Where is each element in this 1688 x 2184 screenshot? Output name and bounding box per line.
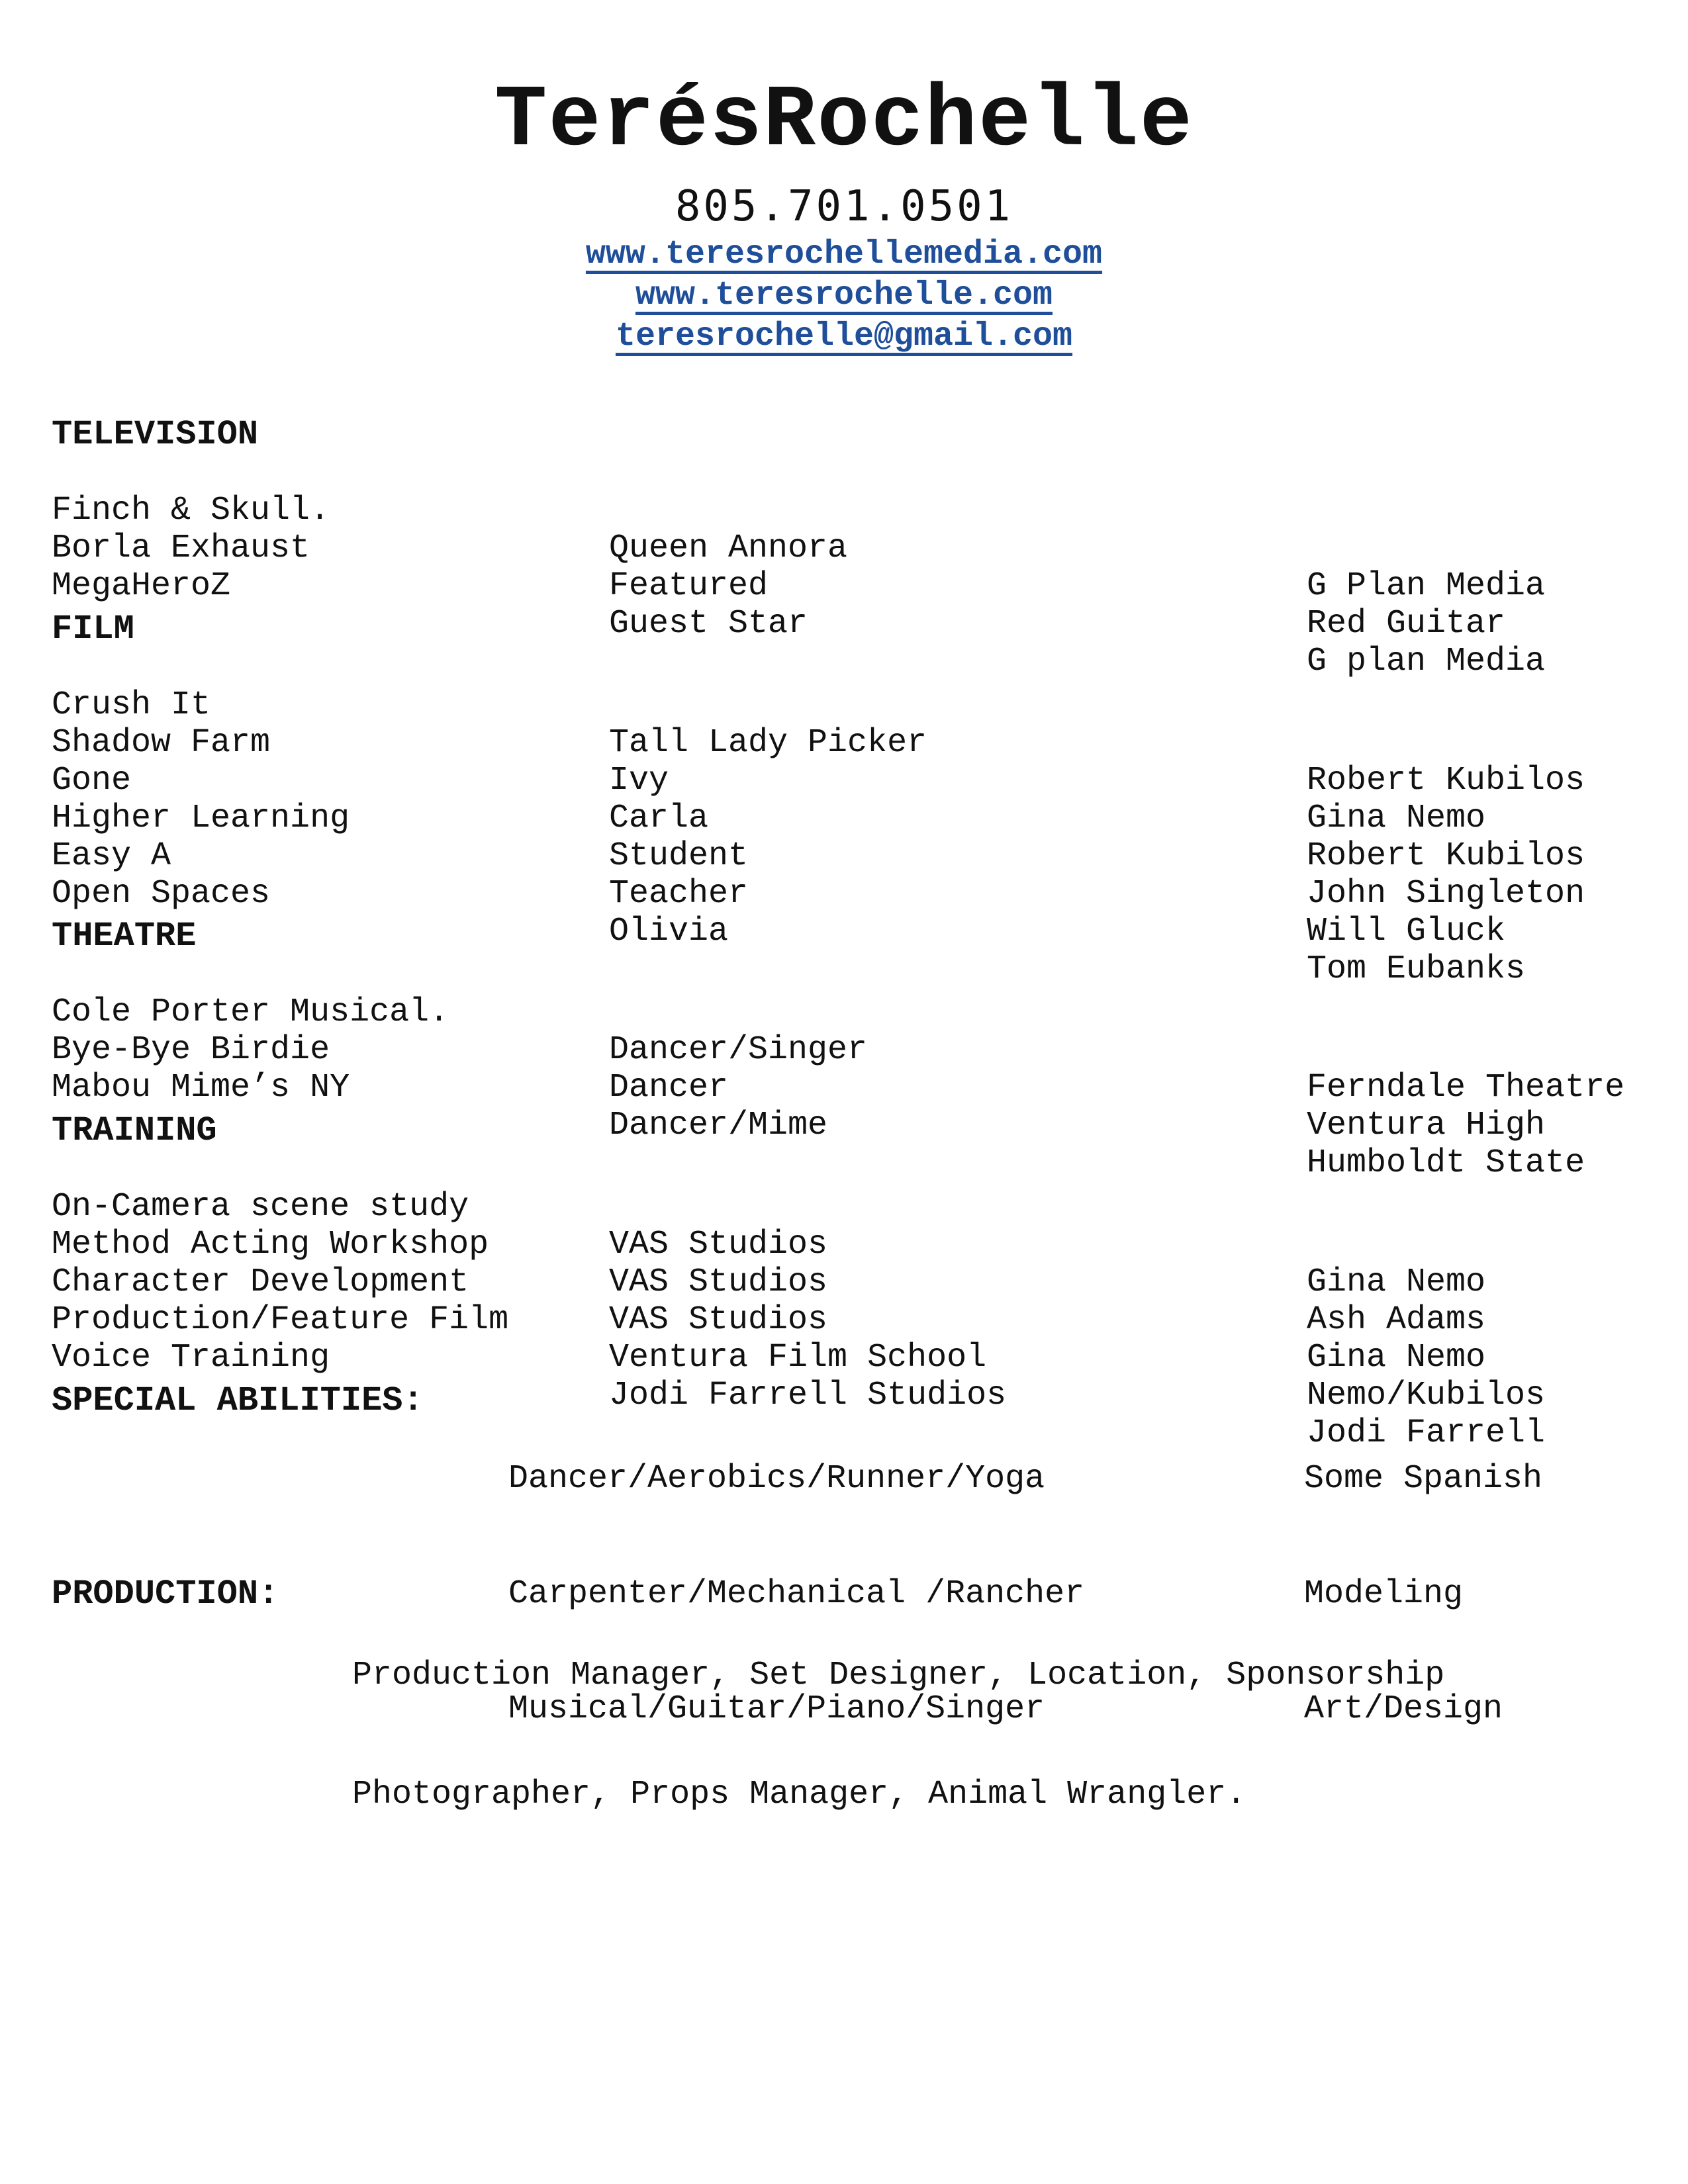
credit-title: MegaHeroZ	[52, 567, 231, 605]
credit-title: Borla Exhaust	[52, 529, 310, 567]
list-item: Dancer/Aerobics/Runner/Yoga	[508, 1460, 1045, 1498]
website-media-link[interactable]: www.teresrochellemedia.com	[585, 236, 1103, 273]
training-school: Jodi Farrell Studios	[609, 1377, 1007, 1414]
section-title-production: PRODUCTION:	[52, 1574, 279, 1614]
credit-role: Dancer/Singer	[609, 1031, 868, 1069]
resume-header	[0, 71, 1688, 357]
training-instructor: Gina Nemo	[1307, 1339, 1486, 1377]
credit-title: Open Spaces	[52, 875, 271, 913]
phone-number: 805.701.0501	[675, 182, 1013, 231]
list-item: Art/Design	[1304, 1690, 1503, 1728]
training-school: VAS Studios	[609, 1301, 828, 1339]
training-school: VAS Studios	[609, 1226, 828, 1263]
credit-venue: Humboldt State	[1307, 1144, 1585, 1182]
section-title-training: TRAINING	[52, 1111, 217, 1150]
section-title-film: FILM	[52, 610, 134, 649]
credit-role: Tall Lady Picker	[609, 724, 927, 762]
credit-director: Robert Kubilos	[1307, 837, 1585, 875]
credit-title: Crush It	[52, 686, 211, 724]
credit-director: Gina Nemo	[1307, 799, 1486, 837]
production-line: Photographer, Props Manager, Animal Wrangler.	[352, 1776, 1246, 1813]
credit-company: G Plan Media	[1307, 567, 1546, 605]
training-school: VAS Studios	[609, 1263, 828, 1301]
credit-director: John Singleton	[1307, 875, 1585, 913]
credit-title: Finch & Skull.	[52, 492, 330, 529]
email-link[interactable]: teresrochelle@gmail.com	[615, 318, 1073, 355]
training-course: Method Acting Workshop	[52, 1226, 489, 1263]
list-item: Musical/Guitar/Piano/Singer	[508, 1690, 1045, 1728]
credit-role: Olivia	[609, 913, 729, 950]
credit-role: Dancer/Mime	[609, 1107, 828, 1144]
credit-title: Mabou Mime’s NY	[52, 1069, 350, 1107]
credit-venue: Ventura High	[1307, 1107, 1546, 1144]
training-instructor: Ash Adams	[1307, 1301, 1486, 1339]
training-instructor: Nemo/Kubilos	[1307, 1377, 1546, 1414]
credit-role: Queen Annora	[609, 529, 848, 567]
credit-title: Gone	[52, 762, 132, 799]
credit-director: Tom Eubanks	[1307, 950, 1526, 988]
credit-company: Red Guitar	[1307, 605, 1506, 643]
credit-company: G plan Media	[1307, 643, 1546, 680]
credit-title: Shadow Farm	[52, 724, 271, 762]
credit-role: Student	[609, 837, 749, 875]
training-course: On-Camera scene study	[52, 1188, 469, 1226]
contact-links	[0, 234, 1688, 357]
name-heading: TerésRochelle	[494, 71, 1194, 171]
credit-director: Robert Kubilos	[1307, 762, 1585, 799]
training-school: Ventura Film School	[609, 1339, 987, 1377]
website-link[interactable]: www.teresrochelle.com	[635, 277, 1053, 314]
section-title-special-abilities: SPECIAL ABILITIES:	[52, 1381, 424, 1420]
list-item: Modeling	[1304, 1575, 1464, 1613]
list-item: Carpenter/Mechanical /Rancher	[508, 1575, 1085, 1613]
training-course: Character Development	[52, 1263, 469, 1301]
credit-role: Guest Star	[609, 605, 808, 643]
training-instructor: Gina Nemo	[1307, 1263, 1486, 1301]
credit-title: Easy A	[52, 837, 171, 875]
credit-role: Dancer	[609, 1069, 729, 1107]
credit-director: Will Gluck	[1307, 913, 1506, 950]
credit-role: Carla	[609, 799, 709, 837]
credit-title: Cole Porter Musical.	[52, 993, 449, 1031]
section-title-television: TELEVISION	[52, 415, 259, 454]
section-title-theatre: THEATRE	[52, 917, 197, 956]
credit-title: Higher Learning	[52, 799, 350, 837]
credit-venue: Ferndale Theatre	[1307, 1069, 1625, 1107]
training-course: Production/Feature Film	[52, 1301, 509, 1339]
production-skills	[352, 1576, 1444, 1894]
training-instructor: Jodi Farrell	[1307, 1414, 1546, 1452]
credit-role: Teacher	[609, 875, 749, 913]
training-course: Voice Training	[52, 1339, 330, 1377]
credit-title: Bye-Bye Birdie	[52, 1031, 330, 1069]
list-item: Some Spanish	[1304, 1460, 1543, 1498]
production-line: Production Manager, Set Designer, Location, Sponsorship	[352, 1657, 1445, 1694]
credit-role: Featured	[609, 567, 769, 605]
credit-role: Ivy	[609, 762, 669, 799]
